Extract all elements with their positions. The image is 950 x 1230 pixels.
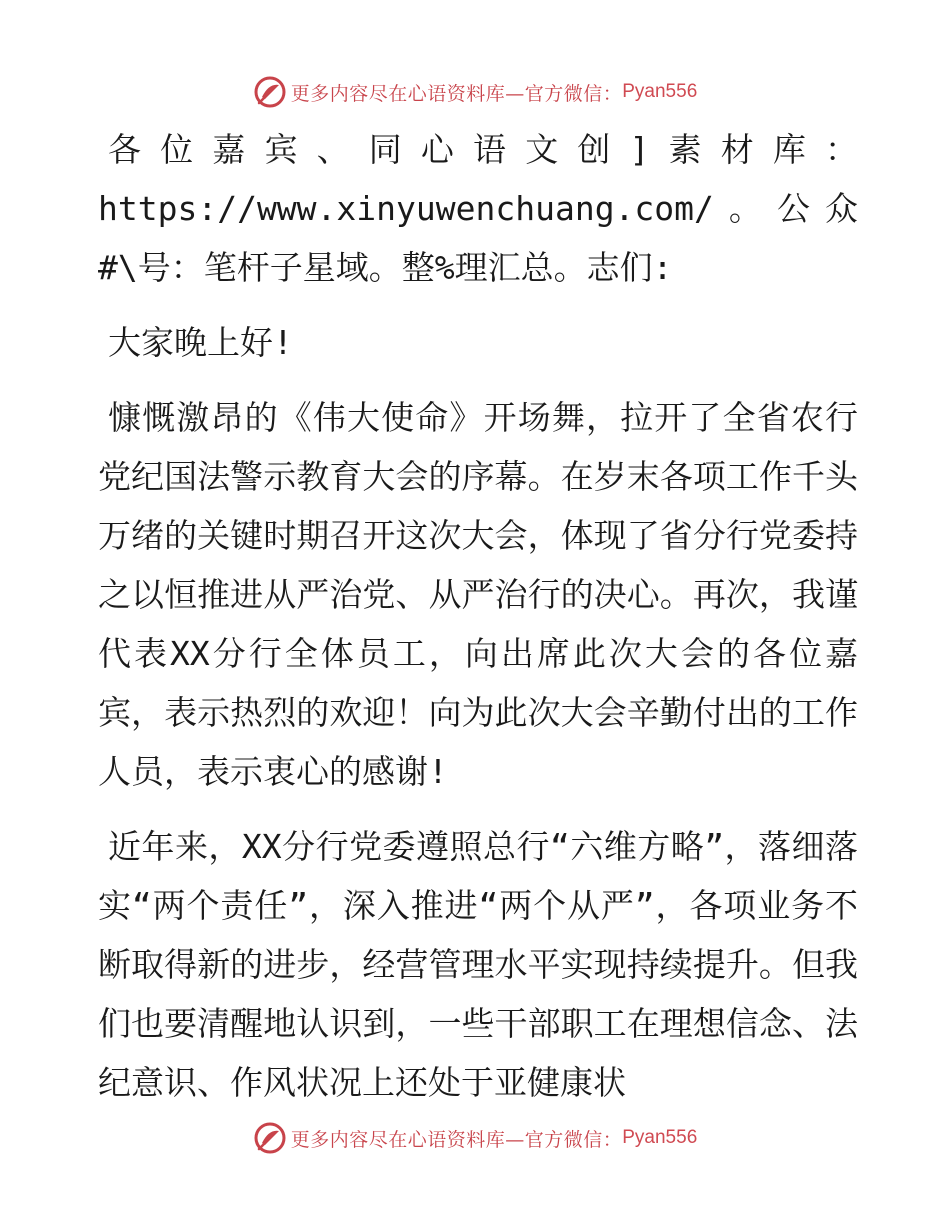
paragraph-recent-years: 近年来，XX分行党委遵照总行“六维方略”，落细落实“两个责任”，深入推进“两个从严”，各项业务不断取得新的进步，经营管理水平实现持续提升。但我们也要清醒地认识到，一些干部职工在理想信念、法纪意识、作风状况上还处于亚健康状	[98, 827, 858, 1102]
header-watermark	[0, 72, 950, 112]
paragraph-greeting-header: 各位嘉宾、同心语文创]素材库：https://www.xinyuwenchuang.com/。公众#\号：笔杆子星域。整%理汇总。志们:	[98, 130, 858, 287]
watermark-text: 更多内容尽在心语资料库—官方微信：	[290, 1128, 623, 1151]
footer-watermark	[0, 1118, 950, 1158]
watermark-text: 更多内容尽在心语资料库—官方微信：	[290, 82, 623, 105]
watermark-wechat-id: Pyan556	[622, 81, 698, 102]
pen-logo-icon	[253, 75, 287, 109]
paragraph-opening: 慷慨激昂的《伟大使命》开场舞，拉开了全省农行党纪国法警示教育大会的序幕。在岁末各项工作千头万绪的关键时期召开这次大会，体现了省分行党委持之以恒推进从严治党、从严治行的决心。再次，我谨代表XX分行全体员工，向出席此次大会的各位嘉宾，表示热烈的欢迎！向为此次大会辛勤付出的工作人员，表示衷心的感谢!	[98, 398, 858, 791]
pen-logo-icon	[253, 1121, 287, 1155]
document-body	[98, 120, 858, 1128]
watermark-wechat-id: Pyan556	[622, 1127, 698, 1148]
paragraph-greeting: 大家晚上好!	[108, 323, 293, 362]
